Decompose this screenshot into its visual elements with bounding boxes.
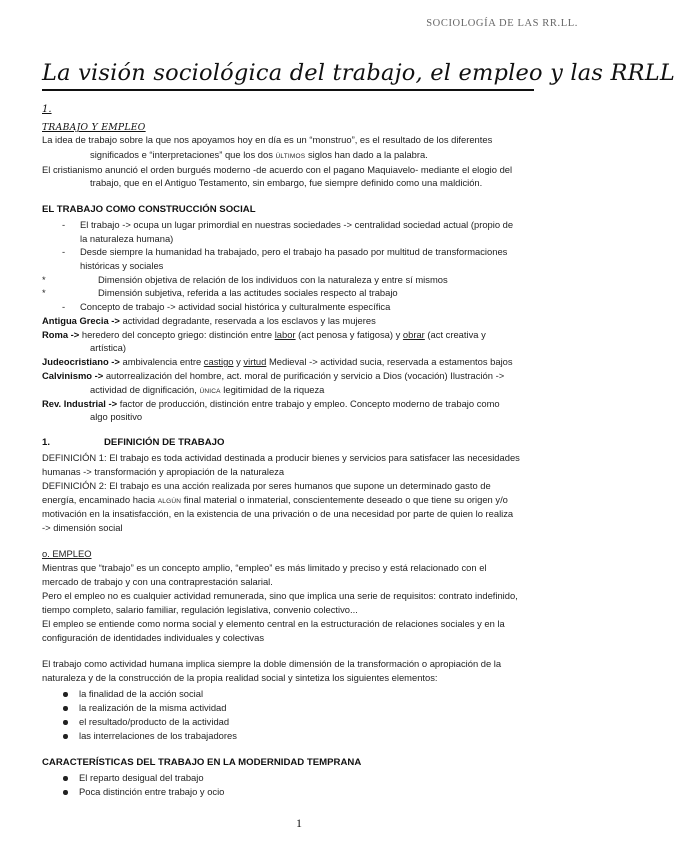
section-number: 1.: [42, 104, 52, 115]
empleo-line-6: configuración de identidades individuales y colectivas: [42, 632, 265, 643]
page-title: La visión sociológica del trabajo, el empleo y las RRLL: [42, 60, 675, 86]
definicion-2-line-3: motivación en la insatisfacción, en la existencia de una privación o de una necesidad por parte de quien lo realiza: [42, 508, 514, 519]
star-item-1: Dimensión objetiva de relación de los individuos con la naturaleza y entre sí mismos: [98, 274, 448, 285]
bullet-icon: [63, 790, 68, 795]
section-title: TRABAJO Y EMPLEO: [42, 122, 146, 133]
history-grecia: Antigua Grecia -> actividad degradante, reservada a los esclavos y las mujeres: [42, 315, 376, 326]
list-item: el resultado/producto de la actividad: [79, 716, 230, 727]
history-rev-industrial-cont: algo positivo: [90, 411, 143, 422]
definicion-1-line-1: DEFINICIÓN 1: El trabajo es toda actividad destinada a producir bienes y servicios para satisfacer las necesidades: [42, 452, 520, 463]
dimension-line-1: El trabajo como actividad humana implica siempre la doble dimensión de la transformación o apropiación de la: [42, 658, 502, 669]
definicion-2-line-2: energía, encaminado hacia ALGÚN final material o inmaterial, conscientemente deseado o que tiene su origen y/o: [42, 494, 508, 505]
heading-empleo: o. EMPLEO: [42, 548, 92, 559]
empleo-line-3: Pero el empleo no es cualquier actividad remunerada, sino que implica una serie de requisitos: contrato indefinido,: [42, 590, 518, 601]
empleo-line-5: El empleo se entiende como norma social y elemento central en la estructuración de relaciones sociales y en la: [42, 618, 505, 629]
dimension-line-2: naturaleza y de la construcción de la propia realidad social y sintetiza los siguientes elementos:: [42, 672, 438, 683]
bullet-icon: [63, 706, 68, 711]
star-marker: *: [42, 274, 46, 285]
intro-line-1: La idea de trabajo sobre la que nos apoyamos hoy en día es un “monstruo”, es el resultado de los diferentes: [42, 134, 493, 145]
bullet-icon: [63, 776, 68, 781]
dash-marker: -: [62, 246, 66, 257]
page-number: 1: [296, 816, 302, 830]
bullet-icon: [63, 692, 68, 697]
star-item-2: Dimensión subjetiva, referida a las actitudes sociales respecto al trabajo: [98, 287, 398, 298]
intro-line-2: significados e “interpretaciones” que los dos ÚLTIMOS siglos han dado a la palabra.: [90, 149, 428, 160]
running-header: SOCIOLOGÍA DE LAS RR.LL.: [426, 18, 578, 29]
dash-item-1: El trabajo -> ocupa un lugar primordial en nuestras sociedades -> centralidad sociedad actual (propio de: [80, 219, 514, 230]
list-item: El reparto desigual del trabajo: [79, 772, 204, 783]
empleo-line-2: mercado de trabajo y con una contraprestación salarial.: [42, 576, 273, 587]
intro-line-4: trabajo, que en el Antiguo Testamento, sin embargo, fue siempre definido como una maldición.: [90, 177, 483, 188]
history-judeocristiano: Judeocristiano -> ambivalencia entre castigo y virtud Medieval -> actividad sucia, reservada a estamentos bajos: [42, 356, 513, 367]
history-calvinismo-cont: actividad de dignificación, ÚNICA legitimidad de la riqueza: [90, 384, 325, 395]
dash-item-1-cont: la naturaleza humana): [80, 233, 174, 244]
star-marker: *: [42, 287, 46, 298]
heading-caracteristicas: CARACTERÍSTICAS DEL TRABAJO EN LA MODERNIDAD TEMPRANA: [42, 757, 362, 768]
title-underline: [42, 89, 534, 91]
empleo-line-4: tiempo completo, salario familiar, regulación legislativa, convenio colectivo...: [42, 604, 358, 615]
list-item: la finalidad de la acción social: [79, 688, 204, 699]
list-item: la realización de la misma actividad: [79, 702, 227, 713]
definicion-2-line-4: -> dimensión social: [42, 522, 123, 533]
heading-construccion-social: EL TRABAJO COMO CONSTRUCCIÓN SOCIAL: [42, 204, 256, 215]
dash-item-2-cont: históricas y sociales: [80, 260, 164, 271]
bullet-icon: [63, 720, 68, 725]
list-item: Poca distinción entre trabajo y ocio: [79, 786, 225, 797]
history-roma-cont: artística): [90, 342, 126, 353]
history-calvinismo: Calvinismo -> autorrealización del hombre, act. moral de purificación y servicio a Dios (vocación) Ilustración ->: [42, 370, 505, 381]
definicion-number: 1.: [42, 437, 51, 448]
dash-marker: -: [62, 301, 66, 312]
intro-line-3: El cristianismo anunció el orden burgués moderno -de acuerdo con el pagano Maquiavelo- mediante el elogio del: [42, 164, 513, 175]
empleo-line-1: Mientras que “trabajo” es un concepto amplio, “empleo” es más limitado y preciso y está relacionado con el: [42, 562, 487, 573]
list-item: las interrelaciones de los trabajadores: [79, 730, 237, 741]
dash-item-3: Concepto de trabajo -> actividad social histórica y culturalmente específica: [80, 301, 391, 312]
dash-item-2: Desde siempre la humanidad ha trabajado, pero el trabajo ha pasado por multitud de transformaciones: [80, 246, 508, 257]
heading-definicion-trabajo: DEFINICIÓN DE TRABAJO: [104, 437, 225, 448]
history-roma: Roma -> heredero del concepto griego: distinción entre labor (act penosa y fatigosa) y obrar (act creativa y: [42, 329, 486, 340]
definicion-2-line-1: DEFINICIÓN 2: El trabajo es una acción realizada por seres humanos que supone un determinado gasto de: [42, 480, 491, 491]
dash-marker: -: [62, 219, 66, 230]
definicion-1-line-2: humanas -> transformación y apropiación de la naturaleza: [42, 466, 285, 477]
history-rev-industrial: Rev. Industrial -> factor de producción, distinción entre trabajo y empleo. Concepto moderno de trabajo como: [42, 398, 500, 409]
bullet-icon: [63, 734, 68, 739]
